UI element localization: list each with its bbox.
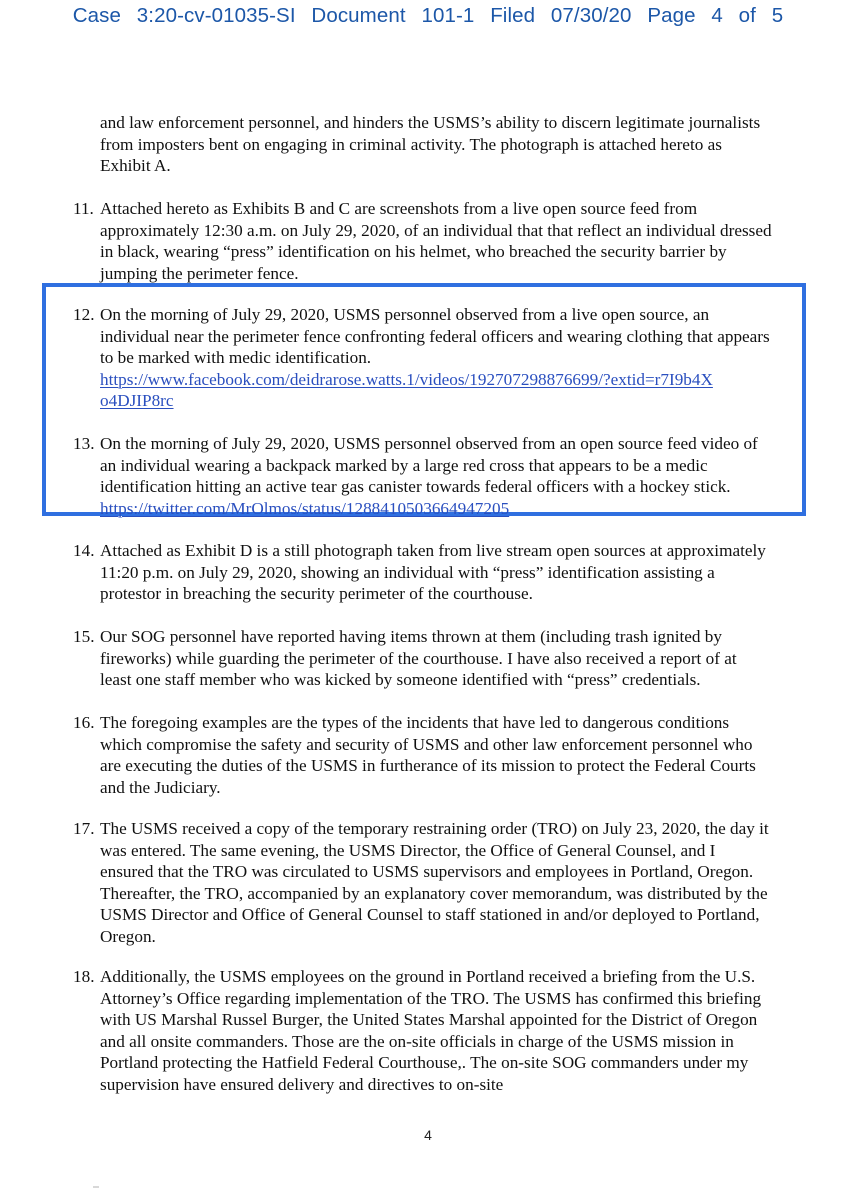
page-count: Page 4 of 5 [647, 4, 784, 27]
link-text-line-1: https://www.facebook.com/deidrarose.watts.1/videos/192707298876699/?extid=r7I9b4X [100, 369, 713, 389]
scan-artifact [93, 1186, 99, 1188]
paragraph-12 [73, 304, 772, 412]
case-number: Case 3:20-cv-01035-SI [72, 4, 296, 27]
twitter-status-link[interactable]: https://twitter.com/MrOlmos/status/1288410503664947205 [100, 498, 510, 518]
paragraph-10-continuation [100, 112, 772, 177]
paragraph-text: The USMS received a copy of the temporary restraining order (TRO) on July 23, 2020, the day it was entered. The same evening, the USMS Director, the Office of General Counsel, and I ensured that the TRO was circulated to USMS supervisors and employees in Portland, Oregon. Thereafter, the TRO, accompanied by an explanatory cover memorandum, was distributed by the USMS Director and Office of General Counsel to staff stationed in and/or deployed to Portland, Oregon. [100, 819, 769, 946]
paragraph-text: On the morning of July 29, 2020, USMS personnel observed from an open source feed video of an individual wearing a backpack marked by a large red cross that appears to be a medic identification hitting an active tear gas canister towards federal officers with a hockey stick. [100, 434, 758, 496]
facebook-video-link[interactable] [100, 369, 772, 412]
paragraph-text: and law enforcement personnel, and hinders the USMS’s ability to discern legitimate journalists from imposters bent on engaging in criminal activity. The photograph is attached hereto as Exhibit A. [100, 113, 761, 175]
document-number: Document 101-1 [311, 4, 475, 27]
paragraph-17 [73, 818, 772, 947]
page-number: 4 [424, 1127, 432, 1143]
paragraph-text: The foregoing examples are the types of the incidents that have led to dangerous conditions which compromise the safety and security of USMS and other law enforcement personnel who are executing the duties of the USMS in furtherance of its mission to protect the Federal Courts and the Judiciary. [100, 713, 756, 797]
paragraph-14 [73, 540, 772, 605]
case-header [0, 4, 856, 28]
paragraph-number: 18. [73, 967, 95, 986]
paragraph-text: Attached hereto as Exhibits B and C are screenshots from a live open source feed from approximately 12:30 a.m. on July 29, 2020, of an individual that that reflect an individual dressed in black, wearing “press” identification on his helmet, who breached the security barrier by jumping the perimeter fence. [100, 199, 772, 283]
link-text-line-2: o4DJIP8rc [100, 391, 174, 410]
paragraph-13 [73, 433, 772, 519]
paragraph-16 [73, 712, 772, 798]
filed-date: Filed 07/30/20 [490, 4, 632, 27]
paragraph-number: 12. [73, 305, 95, 324]
paragraph-text: Additionally, the USMS employees on the ground in Portland received a briefing from the U.S. Attorney’s Office regarding implementation of the TRO. The USMS has confirmed this briefing with US Marshal Russel Burger, the United States Marshal appointed for the District of Oregon and all onsite commanders. Those are the on-site officials in charge of the USMS mission in Portland protecting the Hatfield Federal Courthouse,. The on-site SOG commanders under my supervision have ensured delivery and directives to on-site [100, 967, 762, 1094]
paragraph-text: Attached as Exhibit D is a still photograph taken from live stream open sources at approximately 11:20 p.m. on July 29, 2020, showing an individual with “press” identification assisting a protestor in breaching the security perimeter of the courthouse. [100, 541, 766, 603]
paragraph-11 [73, 198, 772, 284]
paragraph-text: On the morning of July 29, 2020, USMS personnel observed from a live open source, an individual near the perimeter fence confronting federal officers and wearing clothing that appears to be marked with medic identification. [100, 305, 770, 367]
paragraph-number: 11. [73, 199, 94, 218]
paragraph-number: 16. [73, 713, 95, 732]
paragraph-15 [73, 626, 772, 691]
paragraph-number: 13. [73, 434, 95, 453]
paragraph-number: 15. [73, 627, 95, 646]
paragraph-number: 14. [73, 541, 95, 560]
paragraph-number: 17. [73, 819, 95, 838]
paragraph-text: Our SOG personnel have reported having items thrown at them (including trash ignited by fireworks) while guarding the perimeter of the courthouse. I have also received a report of at least one staff member who was kicked by someone identified with “press” credentials. [100, 627, 737, 689]
paragraph-18 [73, 966, 772, 1095]
